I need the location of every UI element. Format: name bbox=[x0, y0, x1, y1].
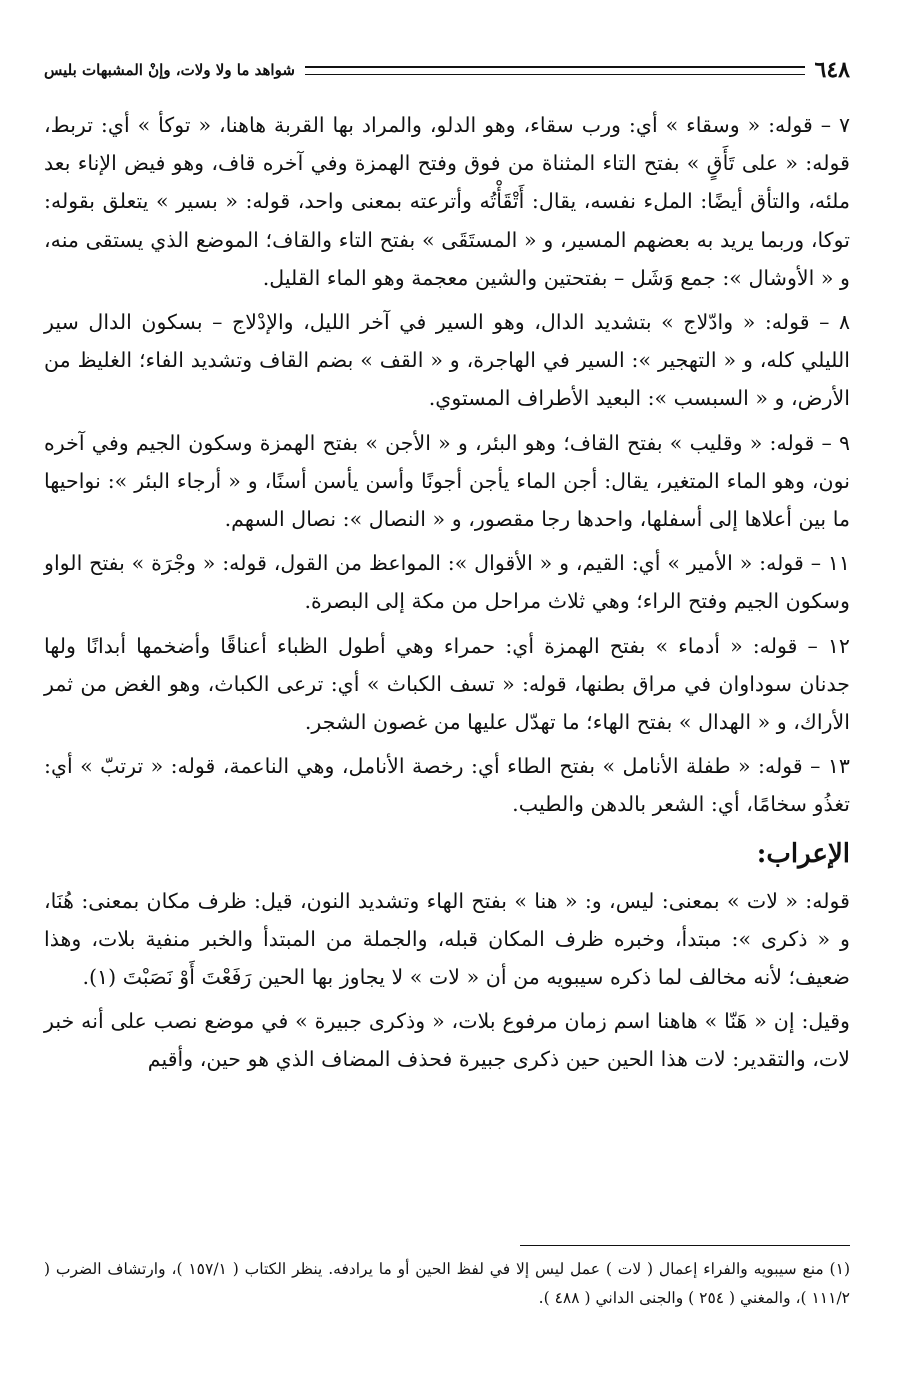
commentary-paragraph: ٩ – قوله: « وقليب » بفتح القاف؛ وهو البئر، و « الأجن » بفتح الهمزة وسكون الجيم وفي آخره نون، وهو الماء المتغير، يقال: أجن الماء يأجن أجونًا وأسن يأسن أسنًا، و « أرجاء البئر »: نواحيها ما بين أعلاها إلى أسفلها، واحدها رجا مقصور، و « النصال »: نصال السهم. bbox=[44, 430, 850, 532]
commentary-paragraph: ١٢ – قوله: « أدماء » بفتح الهمزة أي: حمراء وهي أطول الظباء أعناقًا وأضخمها أبدانًا ولها جدنان سوداوان في مراق بطنها، قوله: « تسف الكباث » أي: ترعى الكباث، وهو الغض من ثمر الأراك، و « الهدال » بفتح الهاء؛ ما تهدّل عليها من غصون الشجر. bbox=[44, 633, 850, 735]
page-number: ٦٤٨ bbox=[814, 57, 850, 83]
commentary-paragraph: ٨ – قوله: « وادّلاج » بتشديد الدال، وهو السير في آخر الليل، والإدْلاج – بسكون الدال سير الليلي كله، و « التهجير »: السير في الهاجرة، و « القف » بضم القاف وتشديد الفاء؛ الغليظ من الأرض، و « السبسب »: البعيد الأطراف المستوي. bbox=[44, 310, 850, 411]
page-header bbox=[44, 52, 850, 88]
footnote-divider bbox=[520, 1245, 850, 1246]
commentary-paragraph: ١١ – قوله: « الأمير » أي: القيم، و « الأقوال »: المواعظ من القول، قوله: « وجْرَة » بفتح الواو وسكون الجيم وفتح الراء؛ وهي ثلاث مراحل من مكة إلى البصرة. bbox=[44, 551, 850, 614]
running-title: شواهد ما ولا ولات، وإنْ المشبهات بليس bbox=[44, 61, 295, 79]
irab-paragraph: وقيل: إن « هَنّا » هاهنا اسم زمان مرفوع بلات، « وذكرى جبيرة » في موضع نصب على أنه خبر لات، والتقدير: لات هذا الحين حين ذكرى جبيرة فحذف المضاف الذي هو حين، وأقيم bbox=[44, 1009, 850, 1072]
book-page bbox=[44, 52, 850, 1307]
irab-paragraph: قوله: « لات » بمعنى: ليس، و: « هنا » بفتح الهاء وتشديد النون، قيل: ظرف مكان بمعنى: هُنَا، و « ذكرى »: مبتدأ، وخبره ظرف المكان قبله، والجملة من المبتدأ والخبر منفية بلات، وهذا ضعيف؛ لأنه مخالف لما ذكره سيبويه من أن « لات » لا يجاوز بها الحين رَفَعْتَ أَوْ نَصَبْتَ (١). bbox=[44, 888, 850, 990]
footnote: (١) منع سيبويه والفراء إعمال ( لات ) عمل ليس إلا في لفظ الحين أو ما يرادفه. ينظر الكتاب ( ١٥٧/١ )، وارتشاف الضرب ( ١١١/٢ )، والمغني ( ٢٥٤ ) والجنى الداني ( ٤٨٨ ). bbox=[44, 1260, 850, 1307]
header-rule bbox=[305, 66, 805, 75]
page-body bbox=[44, 106, 850, 1079]
commentary-paragraph: ١٣ – قوله: « طفلة الأنامل » بفتح الطاء أي: رخصة الأنامل، وهي الناعمة، قوله: « ترتبّ » أي: تغذُو سخامًا، أي: الشعر بالدهن والطيب. bbox=[44, 754, 850, 817]
commentary-paragraph: ٧ – قوله: « وسقاء » أي: ورب سقاء، وهو الدلو، والمراد بها القربة هاهنا، « توكأ » أي: تربط، قوله: « على تَأَقٍ » بفتح التاء المثناة من فوق وفتح الهمزة وفي آخره قاف، وهو فيض الإناء بعد ملئه، والتأق أيضًا: الملء نفسه، يقال: أَتْقَأْتُه وأترعته بمعنى واحد، قوله: « بسير » يتعلق بقوله: توكا، وربما يريد به بعضهم المسير، و « المستَقَى » بفتح التاء والقاف؛ الموضع الذي يستقى منه، و « الأوشال »: جمع وَشَل – بفتحتين والشين معجمة وهو الماء القليل. bbox=[44, 113, 850, 290]
section-heading: الإعراب: bbox=[756, 838, 850, 869]
